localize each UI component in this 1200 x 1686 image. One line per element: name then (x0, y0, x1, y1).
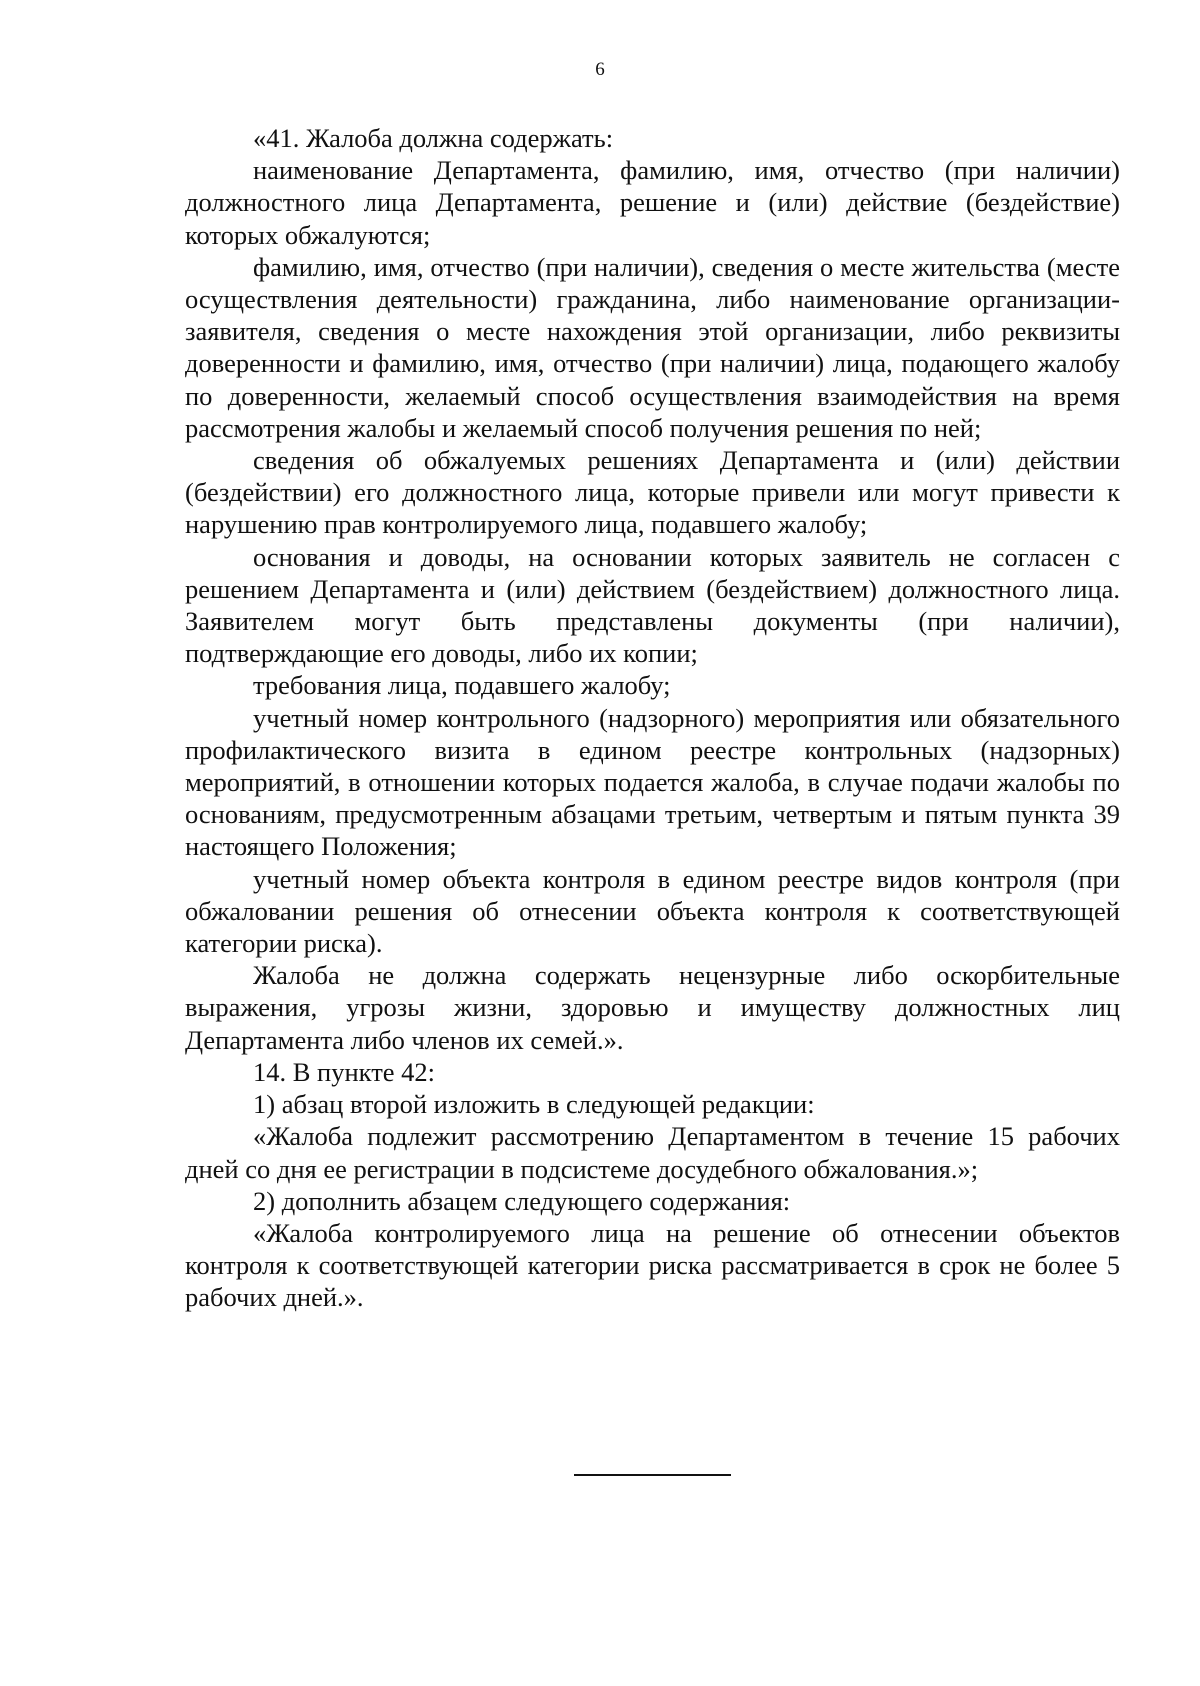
paragraph-applicant-details: фамилию, имя, отчество (при наличии), сведения о месте жительства (месте осуществления деятельности) гражданина, либо наименование организации-заявителя, сведения о месте нахождения этой организации, либо реквизиты доверенности и фамилию, имя, отчество (при наличии) лица, подающего жалобу по доверенности, желаемый способ осуществления взаимодействия на время рассмотрения жалобы и желаемый способ получения решения по ней; (185, 251, 1120, 443)
paragraph-subitem-2: 2) дополнить абзацем следующего содержания: (253, 1185, 791, 1216)
paragraph-item-14: 14. В пункте 42: (253, 1056, 436, 1087)
paragraph-department-name: наименование Департамента, фамилию, имя, отчество (при наличии) должностного лица Департамента, решение и (или) действие (бездействие) которых обжалуются; (185, 155, 1120, 250)
paragraph-inspection-number: учетный номер контрольного (надзорного) мероприятия или обязательного профилактического визита в едином реестре контрольных (надзорных) мероприятий, в отношении которых подается жалоба, в случае подачи жалобы по основаниям, предусмотренным абзацами третьим, четвертым и пятым пункта 39 настоящего Положения; (185, 702, 1120, 862)
paragraph-subitem-1: 1) абзац второй изложить в следующей редакции: (253, 1089, 815, 1120)
paragraph-grounds-and-arguments: основания и доводы, на основании которых заявитель не согласен с решением Департамента и (или) действием (бездействием) должностного лица. Заявителем могут быть представлены документы (при наличии), подтверждающие его доводы, либо их копии; (185, 541, 1120, 669)
page-number: 6 (595, 59, 605, 80)
paragraph-item-41-heading: «41. Жалоба должна содержать: (253, 123, 614, 153)
paragraph-prohibited-content: Жалоба не должна содержать нецензурные либо оскорбительные выражения, угрозы жизни, здоровью и имуществу должностных лиц Департамента либо членов их семей.». (185, 960, 1120, 1055)
paragraph-object-number: учетный номер объекта контроля в едином реестре видов контроля (при обжаловании решения об отнесении объекта контроля к соответствующей категории риска). (185, 863, 1120, 959)
paragraph-requirements: требования лица, подавшего жалобу; (253, 670, 671, 701)
paragraph-appealed-decisions: сведения об обжалуемых решениях Департамента и (или) действии (бездействии) его должностного лица, которые привели или могут привести к нарушению прав контролируемого лица, подавшего жалобу; (185, 445, 1120, 540)
document-body (185, 122, 1120, 1314)
closing-divider (574, 1474, 731, 1476)
paragraph-review-period: «Жалоба подлежит рассмотрению Департаментом в течение 15 рабочих дней со дня ее регистрации в подсистеме досудебного обжалования.»; (185, 1121, 1120, 1184)
paragraph-risk-category-period: «Жалоба контролируемого лица на решение об отнесении объектов контроля к соответствующей категории риска рассматривается в срок не более 5 рабочих дней.». (185, 1217, 1120, 1313)
